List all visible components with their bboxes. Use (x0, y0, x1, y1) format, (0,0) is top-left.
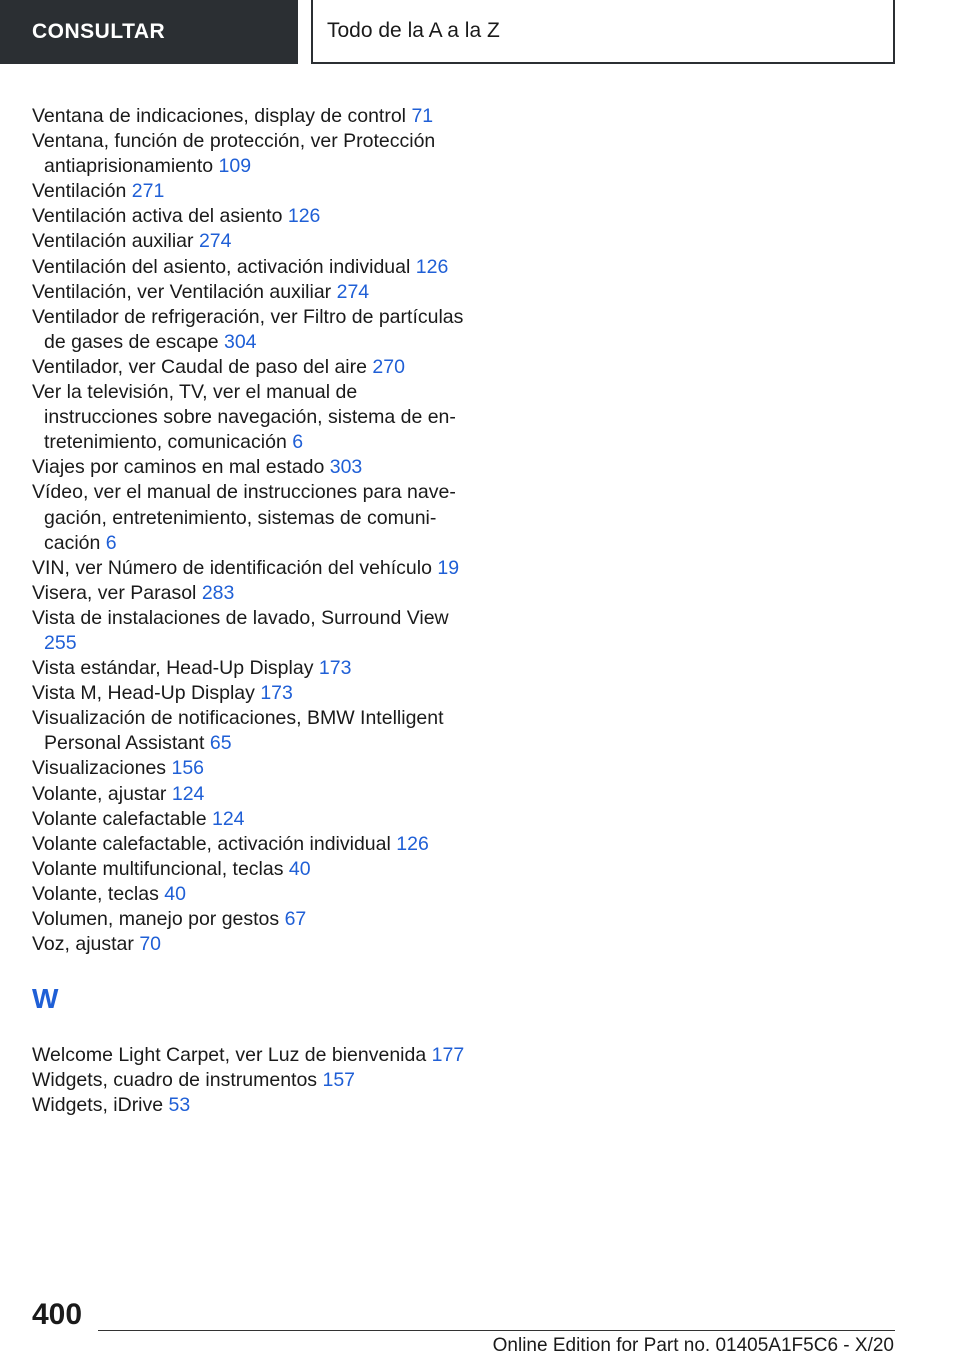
entry-text: Ver la televisión, TV, ver el manual de instrucciones sobre navegación, sistema de entretenimiento, comunicación (32, 381, 456, 454)
entry-text: Volante multifuncional, teclas (32, 857, 284, 880)
page-reference-link[interactable]: 53 (168, 1094, 191, 1117)
page-reference-link[interactable]: 255 (44, 631, 77, 654)
index-entry (32, 706, 472, 756)
index-entry (32, 104, 472, 129)
page-reference-link[interactable]: 70 (139, 933, 162, 956)
entry-text: Ventana de indicaciones, display de control (32, 105, 407, 127)
entry-text: Vista M, Head-Up Display (32, 682, 255, 705)
page-reference-link[interactable]: 126 (396, 832, 429, 855)
section-tab (0, 0, 298, 64)
index-entry (32, 882, 472, 907)
index-entry (32, 832, 472, 857)
index-entry (32, 480, 472, 555)
page-reference-link[interactable]: 271 (131, 180, 165, 203)
index-list (32, 104, 472, 1118)
index-entry (32, 556, 472, 581)
entry-text: Volante, teclas (32, 882, 159, 905)
entry-text: Ventilación, ver Ventilación auxiliar (32, 280, 332, 303)
page-reference-link[interactable]: 126 (415, 255, 449, 278)
entry-text: Visualizaciones (32, 757, 167, 780)
entry-text: Volumen, manejo por gestos (32, 908, 280, 930)
page-reference-link[interactable]: 173 (260, 682, 293, 705)
index-entry (32, 932, 472, 957)
index-entry (32, 807, 472, 832)
page-reference-link[interactable]: 124 (211, 807, 245, 830)
index-entry (32, 179, 472, 204)
section-label: CONSULTAR (32, 20, 166, 43)
entry-text: Ventilación (32, 180, 127, 203)
edition-note: Online Edition for Part no. 01405A1F5C6 - X/20 (492, 1335, 894, 1356)
entry-text: Widgets, iDrive (32, 1094, 164, 1117)
page-reference-link[interactable]: 177 (431, 1044, 465, 1067)
page-reference-link[interactable]: 124 (171, 782, 205, 805)
page-reference-link[interactable]: 304 (223, 330, 257, 353)
entry-text: Vista de instalaciones de lavado, Surround View (32, 606, 449, 629)
page-reference-link[interactable]: 40 (288, 857, 311, 880)
entry-text: Widgets, cuadro de instrumentos (32, 1069, 318, 1092)
entry-text: Volante, ajustar (32, 782, 167, 805)
index-entry (32, 305, 472, 355)
page-reference-link[interactable]: 109 (218, 155, 252, 178)
entry-text: Vista estándar, Head-Up Display (32, 657, 314, 680)
page-reference-link[interactable]: 156 (171, 757, 205, 780)
page-reference-link[interactable]: 67 (284, 908, 307, 930)
index-entry (32, 1093, 472, 1118)
index-entry (32, 280, 472, 305)
entry-text: Visualización de notificaciones, BMW Intelligent Personal Assistant (32, 707, 444, 755)
index-entry (32, 782, 472, 807)
entry-text: Viajes por caminos en mal estado (32, 456, 325, 479)
page-reference-link[interactable]: 19 (437, 556, 460, 579)
index-entry (32, 857, 472, 882)
page-reference-link[interactable]: 71 (411, 105, 434, 127)
entry-text: Voz, ajustar (32, 933, 134, 956)
page-reference-link[interactable]: 6 (292, 431, 304, 454)
index-entry (32, 455, 472, 480)
page-reference-link[interactable]: 6 (105, 531, 117, 554)
index-entry (32, 129, 472, 179)
entry-text: VIN, ver Número de identificación del vehículo (32, 556, 432, 579)
page-reference-link[interactable]: 274 (336, 280, 370, 303)
index-entry (32, 907, 472, 932)
entry-text: Volante calefactable, activación individual (32, 832, 391, 855)
entry-text: Welcome Light Carpet, ver Luz de bienvenida (32, 1044, 427, 1067)
footer-divider (98, 1330, 895, 1331)
index-entry (32, 1068, 472, 1093)
entry-text: Ventilación del asiento, activación individual (32, 255, 411, 278)
index-group-v (32, 104, 472, 957)
index-entry (32, 1043, 472, 1068)
entry-text: Visera, ver Parasol (32, 581, 197, 604)
index-entry (32, 380, 472, 455)
index-entry (32, 204, 472, 229)
index-entry (32, 255, 472, 280)
page-reference-link[interactable]: 65 (209, 732, 232, 755)
entry-text: Ventilador de refrigeración, ver Filtro de partículas de gases de escape (32, 305, 464, 353)
index-entry (32, 681, 472, 706)
index-entry (32, 355, 472, 380)
page-reference-link[interactable]: 40 (164, 882, 186, 905)
entry-text: Vídeo, ver el manual de instrucciones para navegación, entretenimiento, sistemas de comunicación (32, 481, 456, 554)
index-entry (32, 756, 472, 781)
header-title-box (311, 0, 895, 64)
page-reference-link[interactable]: 303 (329, 456, 363, 479)
entry-text: Ventilación auxiliar (32, 230, 194, 253)
page-reference-link[interactable]: 274 (198, 230, 232, 253)
page-reference-link[interactable]: 283 (201, 581, 235, 604)
index-entry (32, 656, 472, 681)
page-reference-link[interactable]: 270 (372, 355, 405, 378)
index-letter-w: W (32, 983, 59, 1015)
page-reference-link[interactable]: 126 (287, 205, 321, 228)
page-reference-link[interactable]: 157 (322, 1069, 356, 1092)
index-group-w (32, 1043, 472, 1118)
entry-text: Volante calefactable (32, 807, 207, 830)
entry-text: Ventilación activa del asiento (32, 205, 283, 228)
entry-text: Ventana, función de protección, ver Protección antiaprisionamiento (32, 130, 436, 178)
page-title: Todo de la A a la Z (327, 19, 500, 42)
index-entry (32, 606, 472, 656)
page-number: 400 (32, 1298, 83, 1331)
page-reference-link[interactable]: 173 (318, 657, 352, 680)
index-entry (32, 581, 472, 606)
index-entry (32, 229, 472, 254)
entry-text: Ventilador, ver Caudal de paso del aire (32, 355, 367, 378)
